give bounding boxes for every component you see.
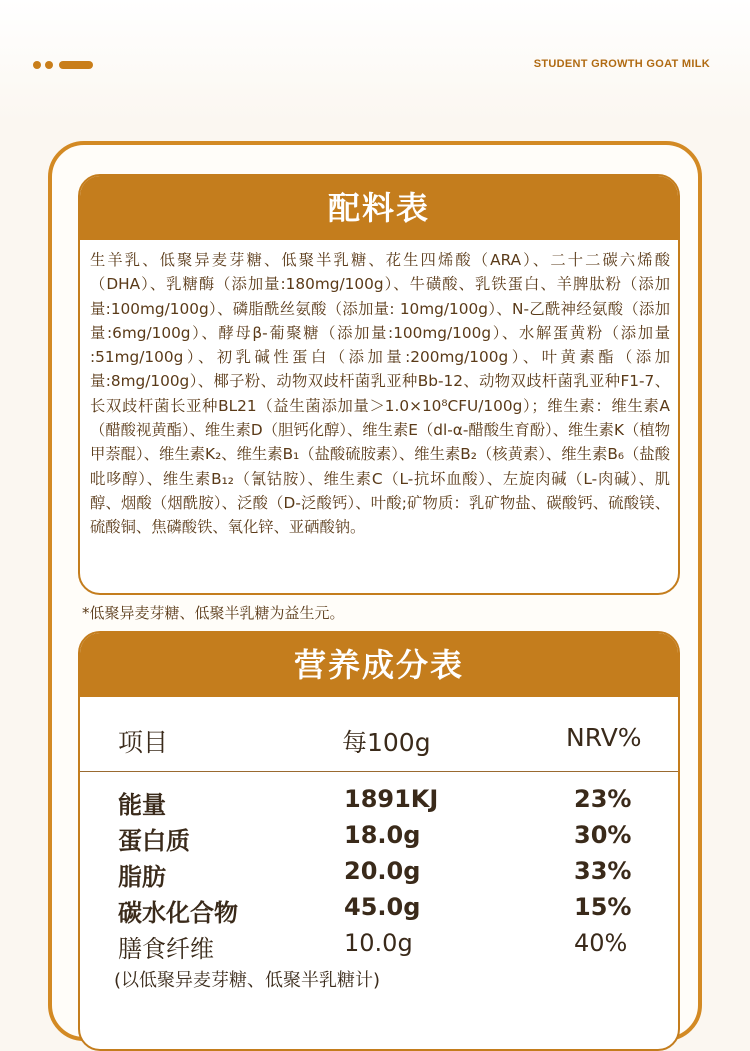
dot-icon — [45, 61, 53, 69]
row-nrv: 23% — [574, 785, 632, 813]
row-item: 蛋白质 — [118, 827, 190, 855]
row-per100g: 10.0g — [344, 929, 413, 957]
fiber-note: (以低聚异麦芽糖、低聚半乳糖计) — [114, 970, 381, 991]
decorative-dots — [33, 61, 93, 69]
nutrition-title: 营养成分表 — [80, 633, 678, 697]
nutrition-table-header — [80, 697, 678, 772]
prebiotic-note: *低聚异麦芽糖、低聚半乳糖为益生元。 — [82, 604, 345, 622]
table-row — [80, 857, 680, 893]
row-per100g: 18.0g — [344, 821, 421, 849]
table-row — [80, 893, 680, 929]
dot-icon — [33, 61, 41, 69]
row-nrv: 15% — [574, 893, 632, 921]
ingredients-text: 生羊乳、低聚异麦芽糖、低聚半乳糖、花生四烯酸（ARA）、二十二碳六烯酸（DHA）、乳糖酶（添加量:180mg/100g）、牛磺酸、乳铁蛋白、羊脾肽粉（添加量:100mg/100g）、磷脂酰丝氨酸（添加量: 10mg/100g）、N-乙酰神经氨酸（添加量:6mg/100g）、酵母β-葡聚糖（添加量:100mg/100g）、水解蛋黄粉（添加量 :51mg/100g）、初乳碱性蛋白（添加量:200mg/100g）、叶黄素酯（添加量:8mg/100g）、椰子粉、动物双歧杆菌乳亚种Bb-12、动物双歧杆菌乳亚种F1-7、长双歧杆菌长亚种BL21（益生菌添加量＞1.0×10⁸CFU/100g）；维生素：维生素A（醋酸视黄酯）、维生素D（胆钙化醇）、维生素E（dl-α-醋酸生育酚）、维生素K（植物甲萘醌）、维生素K₂、维生素B₁（盐酸硫胺素）、维生素B₂（核黄素）、维生素B₆（盐酸吡哆醇）、维生素B₁₂（氰钴胺）、维生素C（L-抗坏血酸）、左旋肉碱（L-肉碱）、肌醇、烟酸（烟酰胺）、泛酸（D-泛酸钙）、叶酸;矿物质：乳矿物盐、碳酸钙、硫酸镁、硫酸铜、焦磷酸铁、氧化锌、亚硒酸钠。 — [90, 251, 670, 537]
ingredients-panel — [78, 174, 680, 595]
table-row — [80, 821, 680, 857]
brand-text: STUDENT GROWTH GOAT MILK — [533, 58, 710, 70]
pill-icon — [59, 61, 93, 69]
row-per100g: 45.0g — [344, 893, 421, 921]
top-bar — [0, 0, 750, 120]
row-item: 膳食纤维 — [118, 935, 214, 963]
ingredients-title: 配料表 — [80, 176, 678, 240]
row-nrv: 40% — [574, 929, 628, 957]
row-nrv: 33% — [574, 857, 632, 885]
header-nrv: NRV% — [566, 723, 642, 752]
nutrition-panel — [78, 631, 680, 1051]
row-item: 能量 — [118, 791, 166, 819]
row-item: 碳水化合物 — [118, 899, 238, 927]
row-item: 脂肪 — [118, 863, 166, 891]
row-nrv: 30% — [574, 821, 632, 849]
row-per100g: 20.0g — [344, 857, 421, 885]
table-row — [80, 785, 680, 821]
table-row — [80, 929, 680, 965]
header-item: 项目 — [118, 728, 169, 757]
header-per100g: 每100g — [342, 728, 431, 757]
row-per100g: 1891KJ — [344, 785, 439, 813]
